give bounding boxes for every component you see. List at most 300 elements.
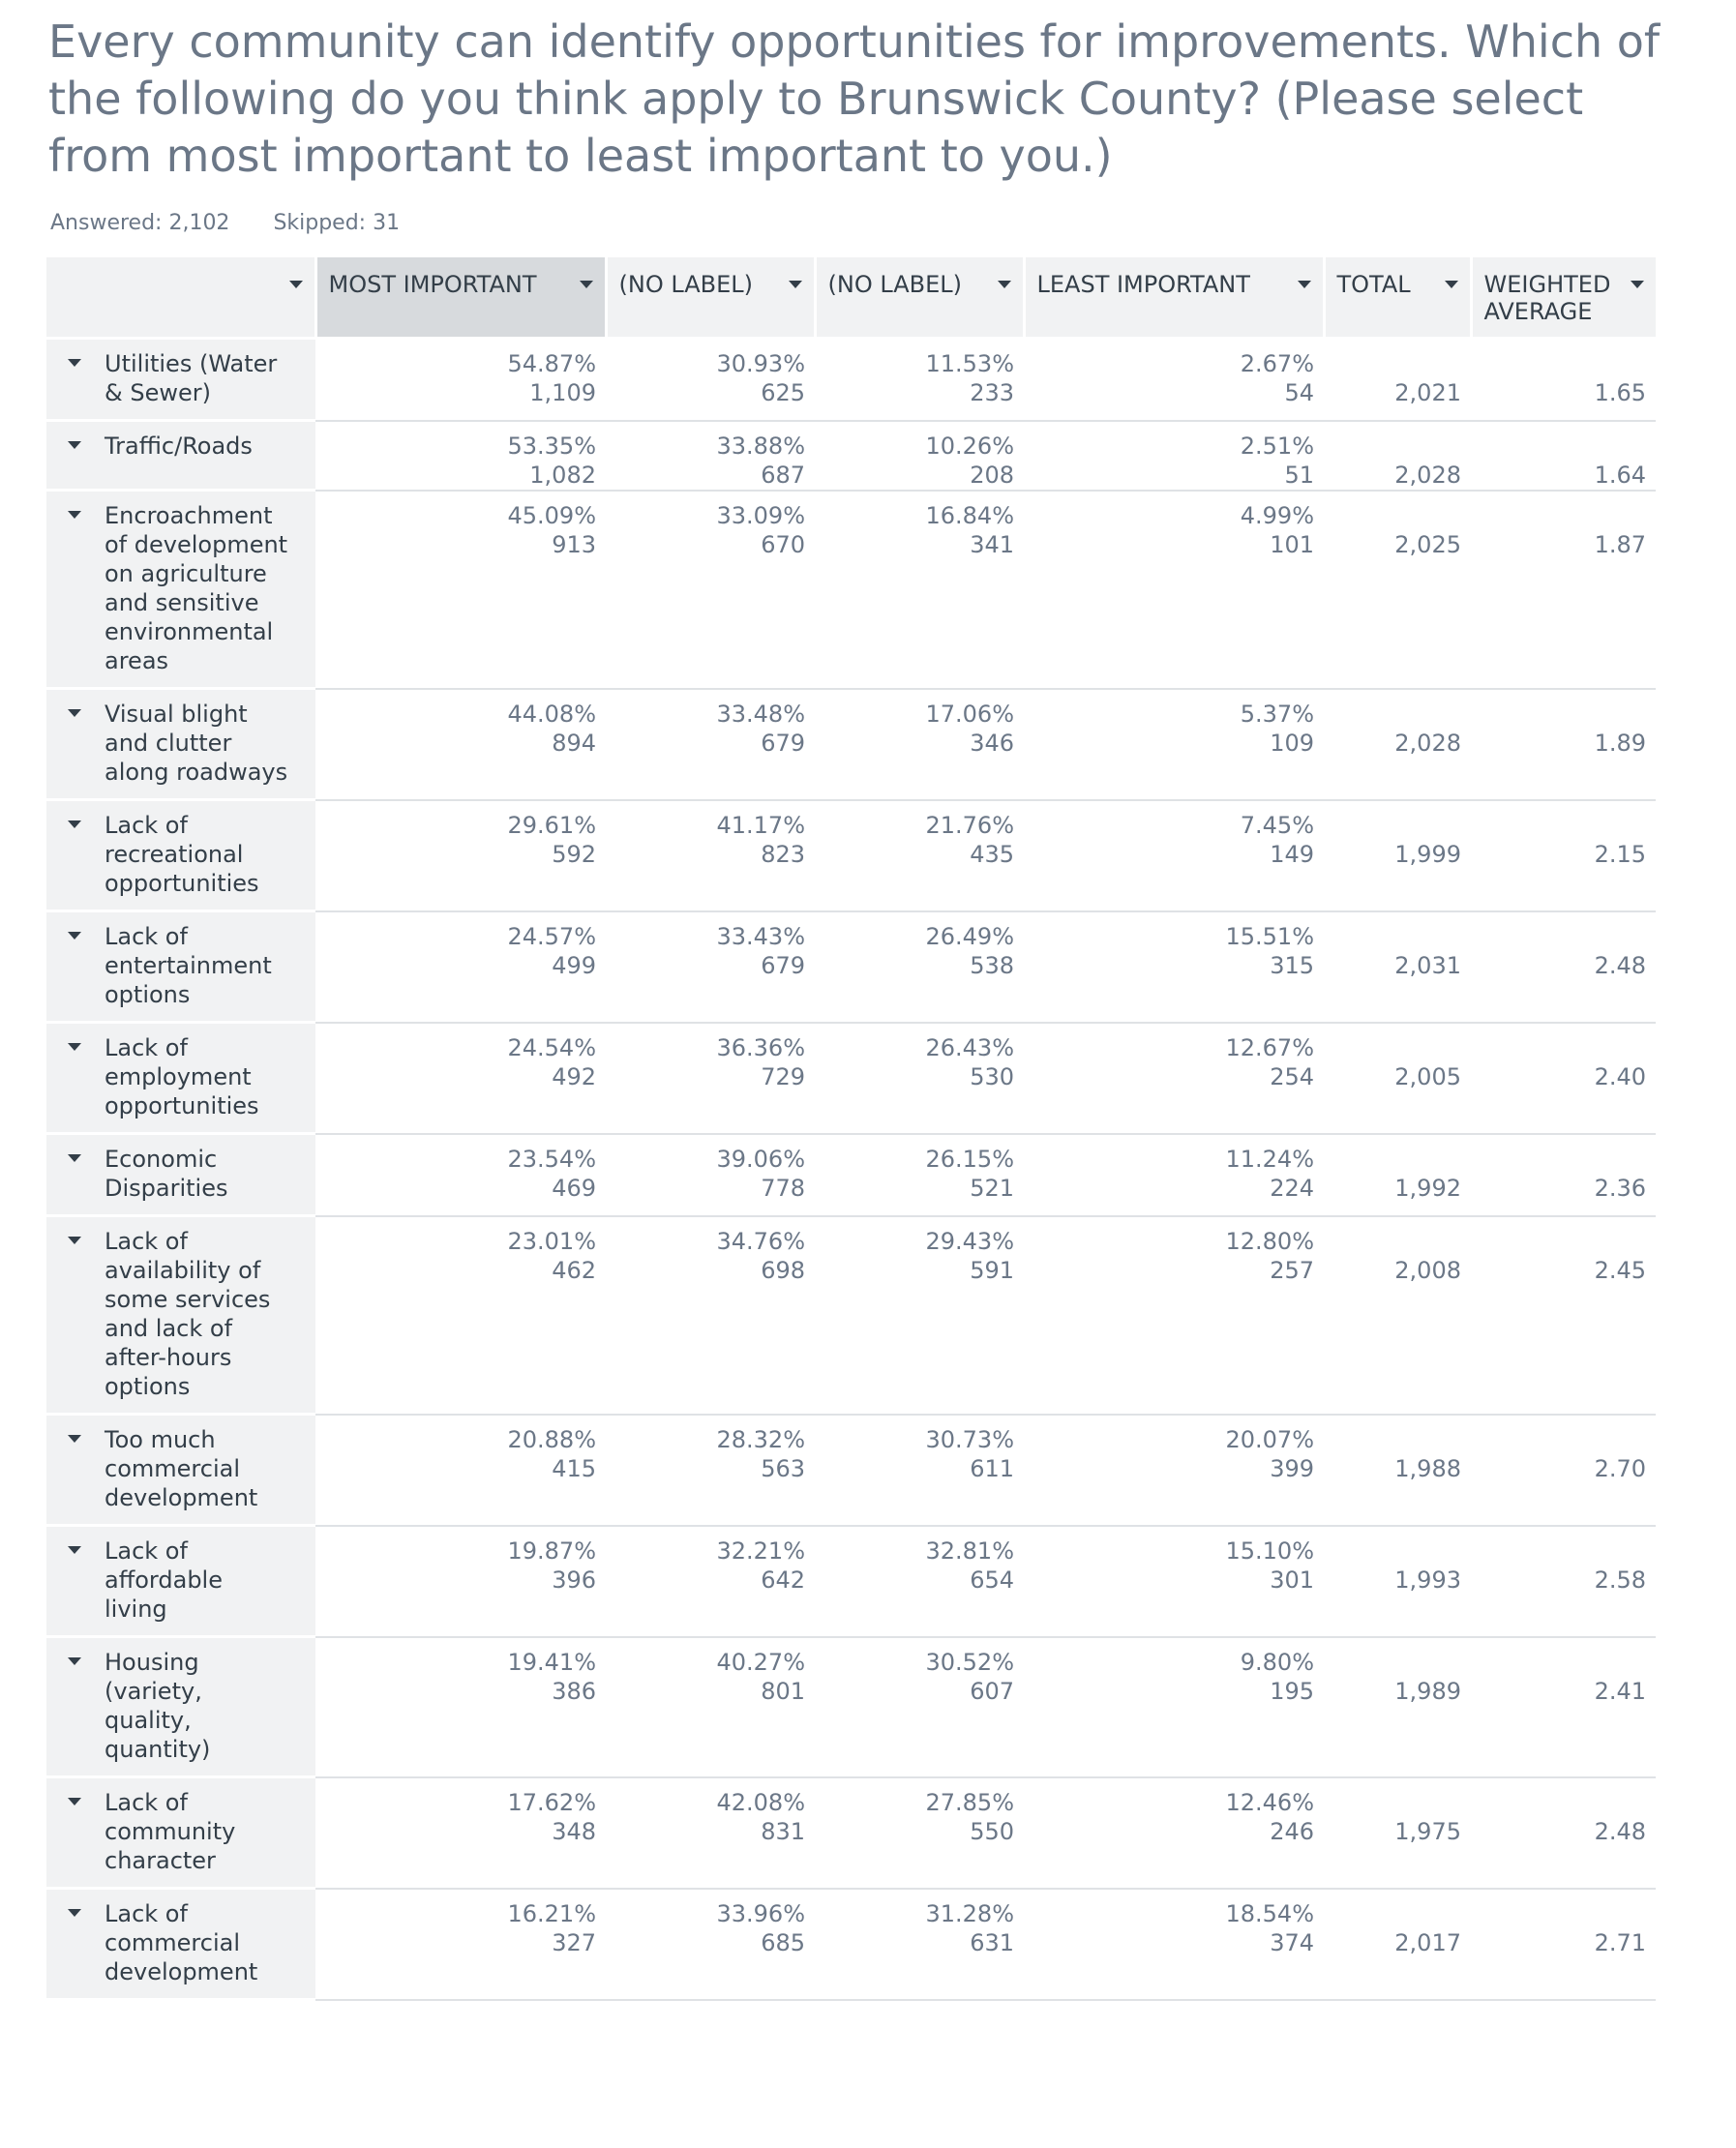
percent-value: 53.35% <box>507 432 596 460</box>
chevron-down-icon[interactable] <box>289 281 303 288</box>
row-label: Housing (variety, quality, quantity) <box>105 1649 211 1763</box>
count-value: 109 <box>1270 729 1314 757</box>
row-label-cell[interactable] <box>46 1889 315 2000</box>
percent-value: 17.06% <box>925 700 1014 728</box>
count-value: 685 <box>761 1928 805 1956</box>
row-label-cell[interactable] <box>46 689 315 800</box>
table-header-row <box>46 257 1656 339</box>
count-value: 1,082 <box>529 461 596 489</box>
weighted-average-value: 1.64 <box>1594 461 1646 489</box>
weighted-average-value: 2.36 <box>1594 1174 1646 1202</box>
count-value: 101 <box>1270 530 1314 558</box>
count-value: 149 <box>1270 840 1314 868</box>
weighted-average-cell <box>1471 1134 1656 1216</box>
percent-value: 5.37% <box>1240 700 1314 728</box>
row-label-cell[interactable] <box>46 1023 315 1134</box>
percent-value: 24.54% <box>507 1033 596 1061</box>
percent-value: 42.08% <box>716 1788 805 1816</box>
count-value: 530 <box>970 1062 1014 1090</box>
count-value: 348 <box>552 1817 596 1845</box>
answer-cell <box>1024 1637 1324 1777</box>
count-value: 195 <box>1270 1677 1314 1705</box>
answer-cell <box>815 800 1024 911</box>
percent-value: 9.80% <box>1240 1648 1314 1676</box>
total-cell <box>1324 491 1471 689</box>
percent-value: 40.27% <box>716 1648 805 1676</box>
count-value: 679 <box>761 729 805 757</box>
total-cell <box>1324 1889 1471 2000</box>
weighted-average-value: 2.71 <box>1594 1928 1646 1956</box>
percent-value: 15.51% <box>1225 922 1314 950</box>
percent-value: 32.21% <box>716 1536 805 1565</box>
weighted-average-cell <box>1471 1777 1656 1889</box>
row-label: Lack of availability of some services and lack of after-hours options <box>105 1228 271 1400</box>
percent-value: 30.52% <box>925 1648 1014 1676</box>
count-value: 396 <box>552 1566 596 1594</box>
answer-cell <box>815 1777 1024 1889</box>
percent-value: 21.76% <box>925 811 1014 839</box>
row-label-cell[interactable] <box>46 1637 315 1777</box>
row-label-cell[interactable] <box>46 800 315 911</box>
weighted-average-value: 2.48 <box>1594 1817 1646 1845</box>
total-value: 1,988 <box>1394 1454 1461 1482</box>
answer-cell <box>1024 421 1324 491</box>
percent-value: 16.21% <box>507 1899 596 1927</box>
count-value: 670 <box>761 530 805 558</box>
answer-cell <box>315 491 606 689</box>
table-row <box>46 1216 1656 1415</box>
row-label: Encroachment of development on agriculture and sensitive environmental areas <box>105 502 288 674</box>
total-cell <box>1324 1415 1471 1526</box>
answer-cell <box>606 1637 815 1777</box>
count-value: 563 <box>761 1454 805 1482</box>
count-value: 611 <box>970 1454 1014 1482</box>
weighted-average-cell <box>1471 911 1656 1023</box>
count-value: 224 <box>1270 1174 1314 1202</box>
total-value: 2,017 <box>1394 1928 1461 1956</box>
percent-value: 33.48% <box>716 700 805 728</box>
column-header-least-important[interactable]: LEAST IMPORTANT <box>1024 257 1324 339</box>
table-row <box>46 689 1656 800</box>
weighted-average-cell <box>1471 339 1656 421</box>
answer-cell <box>1024 491 1324 689</box>
total-value: 2,028 <box>1394 729 1461 757</box>
weighted-average-cell <box>1471 1216 1656 1415</box>
row-label-cell[interactable] <box>46 1415 315 1526</box>
percent-value: 11.53% <box>925 350 1014 377</box>
count-value: 679 <box>761 951 805 979</box>
chevron-down-icon[interactable] <box>68 709 81 717</box>
total-cell <box>1324 1216 1471 1415</box>
column-header-no-label-1[interactable]: (NO LABEL) <box>606 257 815 339</box>
answer-cell <box>815 1216 1024 1415</box>
percent-value: 23.01% <box>507 1227 596 1255</box>
answer-cell <box>606 689 815 800</box>
answer-cell <box>315 1134 606 1216</box>
percent-value: 11.24% <box>1225 1145 1314 1173</box>
count-value: 687 <box>761 461 805 489</box>
answer-cell <box>606 1134 815 1216</box>
count-value: 538 <box>970 951 1014 979</box>
count-value: 625 <box>761 379 805 406</box>
count-value: 698 <box>761 1256 805 1284</box>
total-value: 2,005 <box>1394 1062 1461 1090</box>
count-value: 550 <box>970 1817 1014 1845</box>
answer-cell <box>315 911 606 1023</box>
count-value: 386 <box>552 1677 596 1705</box>
weighted-average-cell <box>1471 1415 1656 1526</box>
count-value: 51 <box>1284 461 1314 489</box>
percent-value: 33.43% <box>716 922 805 950</box>
answer-cell <box>606 1777 815 1889</box>
answer-cell <box>1024 1889 1324 2000</box>
answer-cell <box>1024 1216 1324 1415</box>
total-cell <box>1324 911 1471 1023</box>
row-label: Lack of entertainment options <box>105 923 272 1008</box>
percent-value: 17.62% <box>507 1788 596 1816</box>
answer-cell <box>606 1415 815 1526</box>
answer-cell <box>606 1526 815 1637</box>
answer-cell <box>606 339 815 421</box>
answer-cell <box>815 911 1024 1023</box>
percent-value: 31.28% <box>925 1899 1014 1927</box>
chevron-down-icon[interactable] <box>68 932 81 940</box>
total-value: 1,992 <box>1394 1174 1461 1202</box>
row-label-cell[interactable] <box>46 1216 315 1415</box>
count-value: 591 <box>970 1256 1014 1284</box>
row-sort-header[interactable] <box>46 257 315 339</box>
percent-value: 7.45% <box>1240 811 1314 839</box>
weighted-average-value: 1.65 <box>1594 379 1646 406</box>
answer-cell <box>1024 689 1324 800</box>
row-label-cell[interactable] <box>46 491 315 689</box>
answer-cell <box>815 1526 1024 1637</box>
weighted-average-cell <box>1471 1023 1656 1134</box>
count-value: 327 <box>552 1928 596 1956</box>
answer-cell <box>1024 1526 1324 1637</box>
total-cell <box>1324 1023 1471 1134</box>
count-value: 233 <box>970 379 1014 406</box>
row-label: Visual blight and clutter along roadways <box>105 701 288 786</box>
chevron-down-icon[interactable] <box>68 1657 81 1665</box>
total-value: 2,025 <box>1394 530 1461 558</box>
row-label-cell[interactable] <box>46 339 315 421</box>
answer-cell <box>606 1889 815 2000</box>
count-value: 254 <box>1270 1062 1314 1090</box>
percent-value: 12.80% <box>1225 1227 1314 1255</box>
chevron-down-icon[interactable] <box>68 1043 81 1051</box>
weighted-average-value: 2.40 <box>1594 1062 1646 1090</box>
chevron-down-icon[interactable] <box>1445 281 1458 288</box>
percent-value: 29.61% <box>507 811 596 839</box>
total-value: 1,989 <box>1394 1677 1461 1705</box>
count-value: 631 <box>970 1928 1014 1956</box>
column-header-no-label-2[interactable]: (NO LABEL) <box>815 257 1024 339</box>
answer-cell <box>315 1415 606 1526</box>
table-row <box>46 1415 1656 1526</box>
row-label-cell[interactable] <box>46 1134 315 1216</box>
count-value: 415 <box>552 1454 596 1482</box>
answer-cell <box>315 1889 606 2000</box>
question-title: Every community can identify opportunities for improvements. Which of the following do you think apply to Brunswick County? (Please select from most important to least important to you.) <box>48 15 1661 182</box>
answer-cell <box>315 689 606 800</box>
answer-cell <box>606 421 815 491</box>
answer-cell <box>1024 339 1324 421</box>
answer-cell <box>815 1134 1024 1216</box>
percent-value: 33.09% <box>716 501 805 529</box>
table-row <box>46 1134 1656 1216</box>
answer-cell <box>315 421 606 491</box>
percent-value: 26.43% <box>925 1033 1014 1061</box>
table-row <box>46 1526 1656 1637</box>
percent-value: 18.54% <box>1225 1899 1314 1927</box>
answer-cell <box>1024 1777 1324 1889</box>
count-value: 341 <box>970 530 1014 558</box>
chevron-down-icon[interactable] <box>68 1237 81 1244</box>
chevron-down-icon[interactable] <box>68 359 81 367</box>
weighted-average-value: 1.89 <box>1594 729 1646 757</box>
chevron-down-icon[interactable] <box>789 281 802 288</box>
count-value: 654 <box>970 1566 1014 1594</box>
percent-value: 54.87% <box>507 350 596 377</box>
row-label-cell[interactable] <box>46 1777 315 1889</box>
count-value: 642 <box>761 1566 805 1594</box>
percent-value: 24.57% <box>507 922 596 950</box>
total-cell <box>1324 421 1471 491</box>
total-value: 1,999 <box>1394 840 1461 868</box>
percent-value: 33.88% <box>716 432 805 460</box>
weighted-average-cell <box>1471 1637 1656 1777</box>
answer-cell <box>315 1777 606 1889</box>
answer-cell <box>1024 911 1324 1023</box>
chevron-down-icon[interactable] <box>68 441 81 449</box>
count-value: 374 <box>1270 1928 1314 1956</box>
percent-value: 27.85% <box>925 1788 1014 1816</box>
table-row <box>46 1777 1656 1889</box>
answer-cell <box>815 689 1024 800</box>
row-label: Too much commercial development <box>105 1426 258 1511</box>
percent-value: 44.08% <box>507 700 596 728</box>
percent-value: 29.43% <box>925 1227 1014 1255</box>
answer-cell <box>315 1526 606 1637</box>
count-value: 823 <box>761 840 805 868</box>
total-cell <box>1324 1777 1471 1889</box>
answer-cell <box>815 1023 1024 1134</box>
percent-value: 15.10% <box>1225 1536 1314 1565</box>
answer-cell <box>315 339 606 421</box>
answer-cell <box>815 421 1024 491</box>
row-label: Lack of community character <box>105 1789 236 1874</box>
answer-cell <box>606 1216 815 1415</box>
total-cell <box>1324 1637 1471 1777</box>
count-value: 592 <box>552 840 596 868</box>
percent-value: 26.15% <box>925 1145 1014 1173</box>
percent-value: 23.54% <box>507 1145 596 1173</box>
answer-cell <box>315 800 606 911</box>
table-row <box>46 1637 1656 1777</box>
percent-value: 4.99% <box>1240 501 1314 529</box>
row-label: Traffic/Roads <box>105 433 253 460</box>
weighted-average-value: 1.87 <box>1594 530 1646 558</box>
answer-cell <box>815 1415 1024 1526</box>
row-label: Utilities (Water & Sewer) <box>105 350 278 406</box>
count-value: 607 <box>970 1677 1014 1705</box>
answer-cell <box>315 1216 606 1415</box>
total-value: 2,031 <box>1394 951 1461 979</box>
row-label-cell[interactable] <box>46 421 315 491</box>
total-cell <box>1324 689 1471 800</box>
answer-cell <box>606 491 815 689</box>
chevron-down-icon[interactable] <box>68 1546 81 1554</box>
answer-cell <box>815 491 1024 689</box>
count-value: 894 <box>552 729 596 757</box>
total-value: 2,028 <box>1394 461 1461 489</box>
total-cell <box>1324 339 1471 421</box>
row-label: Lack of recreational opportunities <box>105 812 259 897</box>
weighted-average-value: 2.41 <box>1594 1677 1646 1705</box>
percent-value: 34.76% <box>716 1227 805 1255</box>
count-value: 801 <box>761 1677 805 1705</box>
count-value: 301 <box>1270 1566 1314 1594</box>
count-value: 778 <box>761 1174 805 1202</box>
percent-value: 36.36% <box>716 1033 805 1061</box>
chevron-down-icon[interactable] <box>998 281 1011 288</box>
answer-cell <box>606 800 815 911</box>
percent-value: 19.87% <box>507 1536 596 1565</box>
answer-cell <box>1024 1023 1324 1134</box>
row-label: Lack of commercial development <box>105 1900 258 1985</box>
count-value: 54 <box>1284 379 1314 406</box>
weighted-average-cell <box>1471 491 1656 689</box>
count-value: 492 <box>552 1062 596 1090</box>
table-row <box>46 421 1656 491</box>
percent-value: 33.96% <box>716 1899 805 1927</box>
row-label: Lack of affordable living <box>105 1537 223 1623</box>
percent-value: 39.06% <box>716 1145 805 1173</box>
chevron-down-icon[interactable] <box>68 820 81 828</box>
count-value: 435 <box>970 840 1014 868</box>
total-value: 1,975 <box>1394 1817 1461 1845</box>
answer-cell <box>815 1889 1024 2000</box>
weighted-average-cell <box>1471 1526 1656 1637</box>
table-row <box>46 1023 1656 1134</box>
chevron-down-icon[interactable] <box>580 281 593 288</box>
row-label: Economic Disparities <box>105 1146 228 1202</box>
chevron-down-icon[interactable] <box>68 1154 81 1162</box>
count-value: 831 <box>761 1817 805 1845</box>
percent-value: 20.07% <box>1225 1425 1314 1453</box>
count-value: 462 <box>552 1256 596 1284</box>
count-value: 499 <box>552 951 596 979</box>
chevron-down-icon[interactable] <box>68 1798 81 1805</box>
weighted-average-cell <box>1471 1889 1656 2000</box>
percent-value: 10.26% <box>925 432 1014 460</box>
weighted-average-value: 2.48 <box>1594 951 1646 979</box>
percent-value: 30.73% <box>925 1425 1014 1453</box>
count-value: 521 <box>970 1174 1014 1202</box>
chevron-down-icon[interactable] <box>68 511 81 519</box>
answer-cell <box>606 911 815 1023</box>
answer-cell <box>1024 800 1324 911</box>
percent-value: 28.32% <box>716 1425 805 1453</box>
row-label-cell[interactable] <box>46 911 315 1023</box>
percent-value: 16.84% <box>925 501 1014 529</box>
count-value: 1,109 <box>529 379 596 406</box>
count-value: 729 <box>761 1062 805 1090</box>
percent-value: 41.17% <box>716 811 805 839</box>
weighted-average-value: 2.45 <box>1594 1256 1646 1284</box>
table-row <box>46 1889 1656 2000</box>
total-value: 2,008 <box>1394 1256 1461 1284</box>
percent-value: 19.41% <box>507 1648 596 1676</box>
percent-value: 2.67% <box>1240 350 1314 377</box>
percent-value: 30.93% <box>716 350 805 377</box>
column-header-weighted-average[interactable]: WEIGHTED AVERAGE <box>1471 257 1656 339</box>
weighted-average-cell <box>1471 800 1656 911</box>
table-row <box>46 491 1656 689</box>
answer-cell <box>1024 1134 1324 1216</box>
count-value: 315 <box>1270 951 1314 979</box>
answered-count: Answered: 2,102 <box>50 211 230 235</box>
answer-cell <box>606 1023 815 1134</box>
weighted-average-cell <box>1471 421 1656 491</box>
answer-cell <box>1024 1415 1324 1526</box>
answer-cell <box>315 1023 606 1134</box>
total-cell <box>1324 1526 1471 1637</box>
percent-value: 26.49% <box>925 922 1014 950</box>
row-label: Lack of employment opportunities <box>105 1034 259 1119</box>
row-label-cell[interactable] <box>46 1526 315 1637</box>
weighted-average-value: 2.58 <box>1594 1566 1646 1594</box>
total-value: 1,993 <box>1394 1566 1461 1594</box>
answer-cell <box>315 1637 606 1777</box>
table-row <box>46 911 1656 1023</box>
weighted-average-value: 2.70 <box>1594 1454 1646 1482</box>
total-value: 2,021 <box>1394 379 1461 406</box>
percent-value: 12.67% <box>1225 1033 1314 1061</box>
count-value: 208 <box>970 461 1014 489</box>
count-value: 913 <box>552 530 596 558</box>
answer-cell <box>815 1637 1024 1777</box>
weighted-average-cell <box>1471 689 1656 800</box>
count-value: 469 <box>552 1174 596 1202</box>
column-header-most-important[interactable]: MOST IMPORTANT <box>315 257 606 339</box>
count-value: 346 <box>970 729 1014 757</box>
chevron-down-icon[interactable] <box>1631 281 1644 288</box>
chevron-down-icon[interactable] <box>68 1435 81 1443</box>
chevron-down-icon[interactable] <box>1298 281 1311 288</box>
percent-value: 12.46% <box>1225 1788 1314 1816</box>
results-table <box>46 257 1656 2001</box>
chevron-down-icon[interactable] <box>68 1909 81 1917</box>
percent-value: 20.88% <box>507 1425 596 1453</box>
total-cell <box>1324 1134 1471 1216</box>
percent-value: 2.51% <box>1240 432 1314 460</box>
response-stats <box>50 211 436 235</box>
count-value: 246 <box>1270 1817 1314 1845</box>
total-cell <box>1324 800 1471 911</box>
count-value: 399 <box>1270 1454 1314 1482</box>
percent-value: 45.09% <box>507 501 596 529</box>
percent-value: 32.81% <box>925 1536 1014 1565</box>
answer-cell <box>815 339 1024 421</box>
table-row <box>46 800 1656 911</box>
skipped-count: Skipped: 31 <box>273 211 401 235</box>
table-row <box>46 339 1656 421</box>
count-value: 257 <box>1270 1256 1314 1284</box>
column-header-total[interactable]: TOTAL <box>1324 257 1471 339</box>
weighted-average-value: 2.15 <box>1594 840 1646 868</box>
